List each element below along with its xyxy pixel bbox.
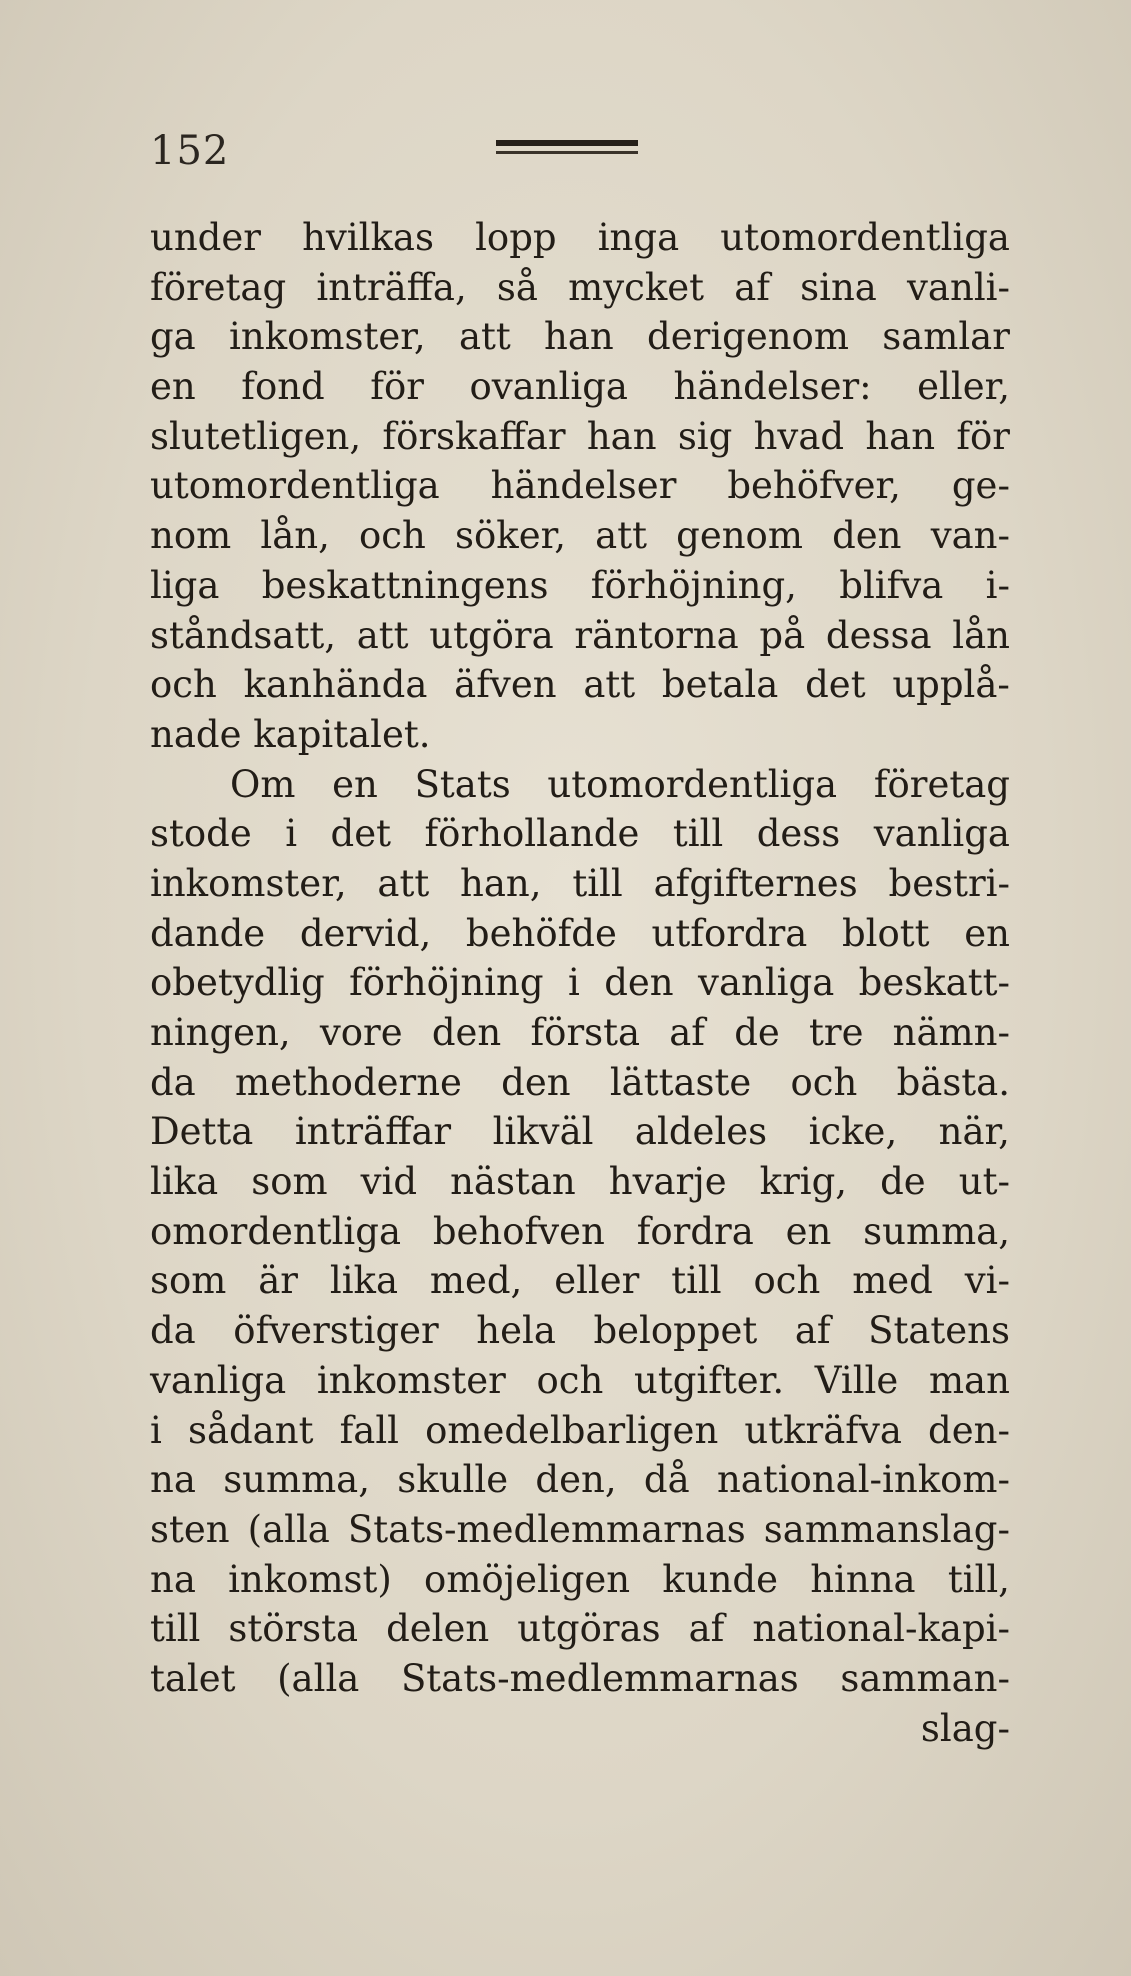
text-line: ståndsatt, att utgöra räntorna på dessa lån bbox=[150, 613, 1010, 657]
text-line: inkomster, att han, till afgifternes bestri- bbox=[150, 861, 1010, 905]
text-line: talet (alla Stats-medlemmarnas samman- bbox=[150, 1656, 1010, 1700]
text-line: da methoderne den lättaste och bästa. bbox=[150, 1060, 1010, 1104]
text-line: omordentliga behofven fordra en summa, bbox=[150, 1209, 1010, 1253]
text-line: som är lika med, eller till och med vi- bbox=[150, 1259, 1010, 1303]
catchword: slag- bbox=[920, 1706, 1010, 1750]
text-line: Detta inträffar likväl aldeles icke, när, bbox=[150, 1110, 1010, 1154]
text-line: i sådant fall omedelbarligen utkräfva den- bbox=[150, 1408, 1010, 1452]
text-line: dande dervid, behöfde utfordra blott en bbox=[150, 911, 1010, 955]
text-line: na inkomst) omöjeligen kunde hinna till, bbox=[150, 1557, 1010, 1601]
text-line: stode i det förhollande till dess vanliga bbox=[150, 812, 1010, 856]
text-line: slutetligen, förskaffar han sig hvad han för bbox=[150, 414, 1010, 458]
text-line: obetydlig förhöjning i den vanliga beskatt- bbox=[150, 961, 1010, 1005]
header-rule bbox=[496, 140, 638, 154]
text-line: under hvilkas lopp inga utomordentliga bbox=[150, 216, 1010, 259]
text-line: liga beskattningens förhöjning, blifva i- bbox=[150, 563, 1010, 607]
text-line: ga inkomster, att han derigenom samlar bbox=[150, 315, 1010, 359]
page-number: 152 bbox=[150, 128, 230, 174]
text-line: en fond för ovanliga händelser: eller, bbox=[150, 365, 1010, 409]
text-line: lika som vid nästan hvarje krig, de ut- bbox=[150, 1160, 1010, 1204]
text-line: nom lån, och söker, att genom den van- bbox=[150, 514, 1010, 558]
text-line: företag inträffa, så mycket af sina vanli- bbox=[150, 265, 1010, 309]
text-line: till största delen utgöras af national-kapi- bbox=[150, 1607, 1010, 1651]
text-line: utomordentliga händelser behöfver, ge- bbox=[150, 464, 1010, 508]
text-line: nade kapitalet. bbox=[150, 712, 431, 756]
text-line: sten (alla Stats-medlemmarnas sammanslag- bbox=[150, 1507, 1010, 1551]
text-line: vanliga inkomster och utgifter. Ville man bbox=[150, 1358, 1010, 1402]
text-line: na summa, skulle den, då national-inkom- bbox=[150, 1458, 1010, 1502]
text-line: och kanhända äfven att betala det upplå- bbox=[150, 663, 1010, 707]
body-text bbox=[150, 213, 1010, 1753]
text-line: ningen, vore den första af de tre nämn- bbox=[150, 1011, 1010, 1054]
text-line: da öfverstiger hela beloppet af Statens bbox=[150, 1309, 1010, 1353]
text-line: Om en Stats utomordentliga företag bbox=[230, 762, 1010, 806]
